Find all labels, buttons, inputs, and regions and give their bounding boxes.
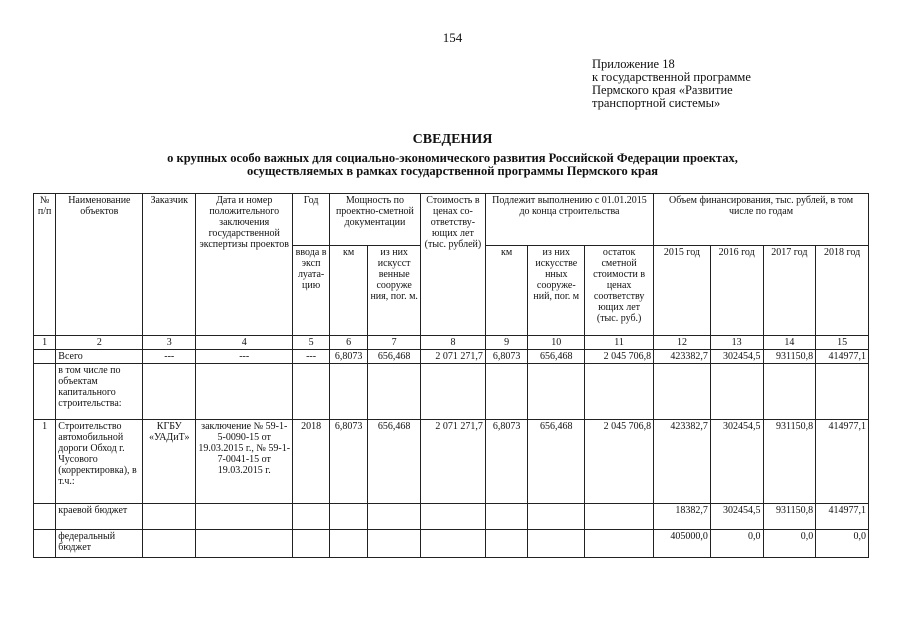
col-number: 1 bbox=[34, 336, 56, 350]
cell-customer: КГБУ «УАДиТ» bbox=[143, 420, 196, 504]
col-number: 10 bbox=[528, 336, 585, 350]
col-number: 5 bbox=[293, 336, 329, 350]
cell-empty bbox=[528, 364, 585, 420]
header-customer: Заказчик bbox=[143, 194, 196, 336]
cell-num: 1 bbox=[34, 420, 56, 504]
header-rem-km: км bbox=[485, 246, 528, 336]
header-row-1 bbox=[34, 194, 869, 246]
cell-num bbox=[34, 364, 56, 420]
appendix-note bbox=[592, 58, 751, 110]
cell-rem-artificial: 656,468 bbox=[528, 420, 585, 504]
cell-2016: 302454,5 bbox=[710, 504, 763, 530]
col-number: 6 bbox=[329, 336, 368, 350]
col-number: 7 bbox=[368, 336, 421, 350]
cell-empty bbox=[421, 504, 486, 530]
cell-empty bbox=[196, 364, 293, 420]
appendix-line-1: Приложение 18 bbox=[592, 57, 675, 71]
cell-empty bbox=[196, 504, 293, 530]
cell-rem-balance: 2 045 706,8 bbox=[585, 350, 654, 364]
cell-2018: 414977,1 bbox=[816, 504, 869, 530]
cell-empty bbox=[143, 530, 196, 558]
cell-empty bbox=[143, 364, 196, 420]
header-year-sub: ввода в эксп луата-цию bbox=[293, 246, 329, 336]
cell-empty bbox=[196, 530, 293, 558]
cell-2018: 0,0 bbox=[816, 530, 869, 558]
cell-rem-km: 6,8073 bbox=[485, 420, 528, 504]
cell-2015: 18382,7 bbox=[654, 504, 711, 530]
cell-name: краевой бюджет bbox=[56, 504, 143, 530]
header-financing: Объем финансирования, тыс. рублей, в том числе по годам bbox=[654, 194, 869, 246]
cell-empty bbox=[763, 364, 816, 420]
cell-year: --- bbox=[293, 350, 329, 364]
header-year-2017: 2017 год bbox=[763, 246, 816, 336]
cell-2018: 414977,1 bbox=[816, 350, 869, 364]
col-number: 13 bbox=[710, 336, 763, 350]
cell-2016: 302454,5 bbox=[710, 420, 763, 504]
cell-artificial: 656,468 bbox=[368, 420, 421, 504]
cell-empty bbox=[293, 530, 329, 558]
cell-empty bbox=[485, 530, 528, 558]
cell-2017: 0,0 bbox=[763, 530, 816, 558]
table-row-including bbox=[34, 364, 869, 420]
col-number: 8 bbox=[421, 336, 486, 350]
cell-name: в том числе по объектам капитального строительства: bbox=[56, 364, 143, 420]
table-row-total bbox=[34, 350, 869, 364]
cell-2018: 414977,1 bbox=[816, 420, 869, 504]
appendix-line-2: к государственной программе bbox=[592, 70, 751, 84]
header-expertise: Дата и номер положительного заключения государственной экспертизы проектов bbox=[196, 194, 293, 336]
cell-empty bbox=[143, 504, 196, 530]
col-number: 3 bbox=[143, 336, 196, 350]
cell-empty bbox=[528, 504, 585, 530]
header-year-2016: 2016 год bbox=[710, 246, 763, 336]
cell-name: федеральный бюджет bbox=[56, 530, 143, 558]
cell-customer: --- bbox=[143, 350, 196, 364]
cell-empty bbox=[329, 530, 368, 558]
cell-empty bbox=[585, 530, 654, 558]
header-year-2018: 2018 год bbox=[816, 246, 869, 336]
subtitle-line-1: о крупных особо важных для социально-экономического развития Российской Федерации проектах, bbox=[167, 151, 738, 165]
table-row-federal bbox=[34, 530, 869, 558]
subtitle-line-2: осуществляемых в рамках государственной программы Пермского края bbox=[246, 164, 659, 178]
cell-name: Строительство автомобильной дороги Обход г. Чусового (корректировка), в т.ч.: bbox=[56, 420, 143, 504]
cell-num bbox=[34, 350, 56, 364]
cell-empty bbox=[485, 364, 528, 420]
cell-2016: 0,0 bbox=[710, 530, 763, 558]
cell-empty bbox=[293, 364, 329, 420]
cell-cost: 2 071 271,7 bbox=[421, 350, 486, 364]
cell-empty bbox=[368, 364, 421, 420]
cell-empty bbox=[368, 504, 421, 530]
cell-empty bbox=[329, 504, 368, 530]
header-year-2015: 2015 год bbox=[654, 246, 711, 336]
header-year: Год bbox=[293, 194, 329, 246]
cell-2015: 405000,0 bbox=[654, 530, 711, 558]
cell-empty bbox=[710, 364, 763, 420]
header-remaining: Подлежит выполнению с 01.01.2015 до конца строительства bbox=[485, 194, 653, 246]
cell-empty bbox=[421, 530, 486, 558]
header-name: Наименование объектов bbox=[56, 194, 143, 336]
table-row-object-1 bbox=[34, 420, 869, 504]
cell-2015: 423382,7 bbox=[654, 350, 711, 364]
cell-num bbox=[34, 530, 56, 558]
cell-empty bbox=[421, 364, 486, 420]
cell-expertise: --- bbox=[196, 350, 293, 364]
cell-2016: 302454,5 bbox=[710, 350, 763, 364]
header-cost: Стоимость в ценах со-ответству-ющих лет (тыс. рублей) bbox=[421, 194, 486, 336]
col-number: 4 bbox=[196, 336, 293, 350]
cell-cost: 2 071 271,7 bbox=[421, 420, 486, 504]
cell-rem-balance: 2 045 706,8 bbox=[585, 420, 654, 504]
col-number: 14 bbox=[763, 336, 816, 350]
col-number: 2 bbox=[56, 336, 143, 350]
appendix-line-3: Пермского края «Развитие bbox=[592, 83, 733, 97]
page-number: 154 bbox=[442, 30, 463, 45]
header-rem-artificial: из них искусстве нных сооруже-ний, пог. м bbox=[528, 246, 585, 336]
cell-year: 2018 bbox=[293, 420, 329, 504]
col-number: 12 bbox=[654, 336, 711, 350]
appendix-line-4: транспортной системы» bbox=[592, 96, 721, 110]
cell-2017: 931150,8 bbox=[763, 420, 816, 504]
cell-empty bbox=[585, 364, 654, 420]
document-subtitle bbox=[80, 152, 825, 178]
column-numbers-row bbox=[34, 336, 869, 350]
cell-empty bbox=[368, 530, 421, 558]
cell-2017: 931150,8 bbox=[763, 504, 816, 530]
col-number: 9 bbox=[485, 336, 528, 350]
cell-km: 6,8073 bbox=[329, 350, 368, 364]
table-row-regional bbox=[34, 504, 869, 530]
cell-empty bbox=[329, 364, 368, 420]
cell-rem-artificial: 656,468 bbox=[528, 350, 585, 364]
cell-empty bbox=[528, 530, 585, 558]
header-num: № п/п bbox=[34, 194, 56, 336]
cell-empty bbox=[585, 504, 654, 530]
cell-artificial: 656,468 bbox=[368, 350, 421, 364]
header-km: км bbox=[329, 246, 368, 336]
cell-2015: 423382,7 bbox=[654, 420, 711, 504]
col-number: 11 bbox=[585, 336, 654, 350]
header-rem-balance: остаток сметной стоимости в ценах соответству ющих лет (тыс. руб.) bbox=[585, 246, 654, 336]
cell-expertise: заключение № 59-1-5-0090-15 от 19.03.2015 г., № 59-1-7-0041-15 от 19.03.2015 г. bbox=[196, 420, 293, 504]
cell-empty bbox=[485, 504, 528, 530]
cell-empty bbox=[816, 364, 869, 420]
document-title: СВЕДЕНИЯ bbox=[412, 132, 493, 147]
header-artificial: из них искусст венные сооруже ния, пог. м. bbox=[368, 246, 421, 336]
projects-table bbox=[33, 193, 869, 558]
cell-empty bbox=[293, 504, 329, 530]
cell-rem-km: 6,8073 bbox=[485, 350, 528, 364]
col-number: 15 bbox=[816, 336, 869, 350]
cell-empty bbox=[654, 364, 711, 420]
cell-2017: 931150,8 bbox=[763, 350, 816, 364]
header-capacity: Мощность по проектно-сметной документации bbox=[329, 194, 420, 246]
cell-km: 6,8073 bbox=[329, 420, 368, 504]
cell-num bbox=[34, 504, 56, 530]
cell-name: Всего bbox=[56, 350, 143, 364]
